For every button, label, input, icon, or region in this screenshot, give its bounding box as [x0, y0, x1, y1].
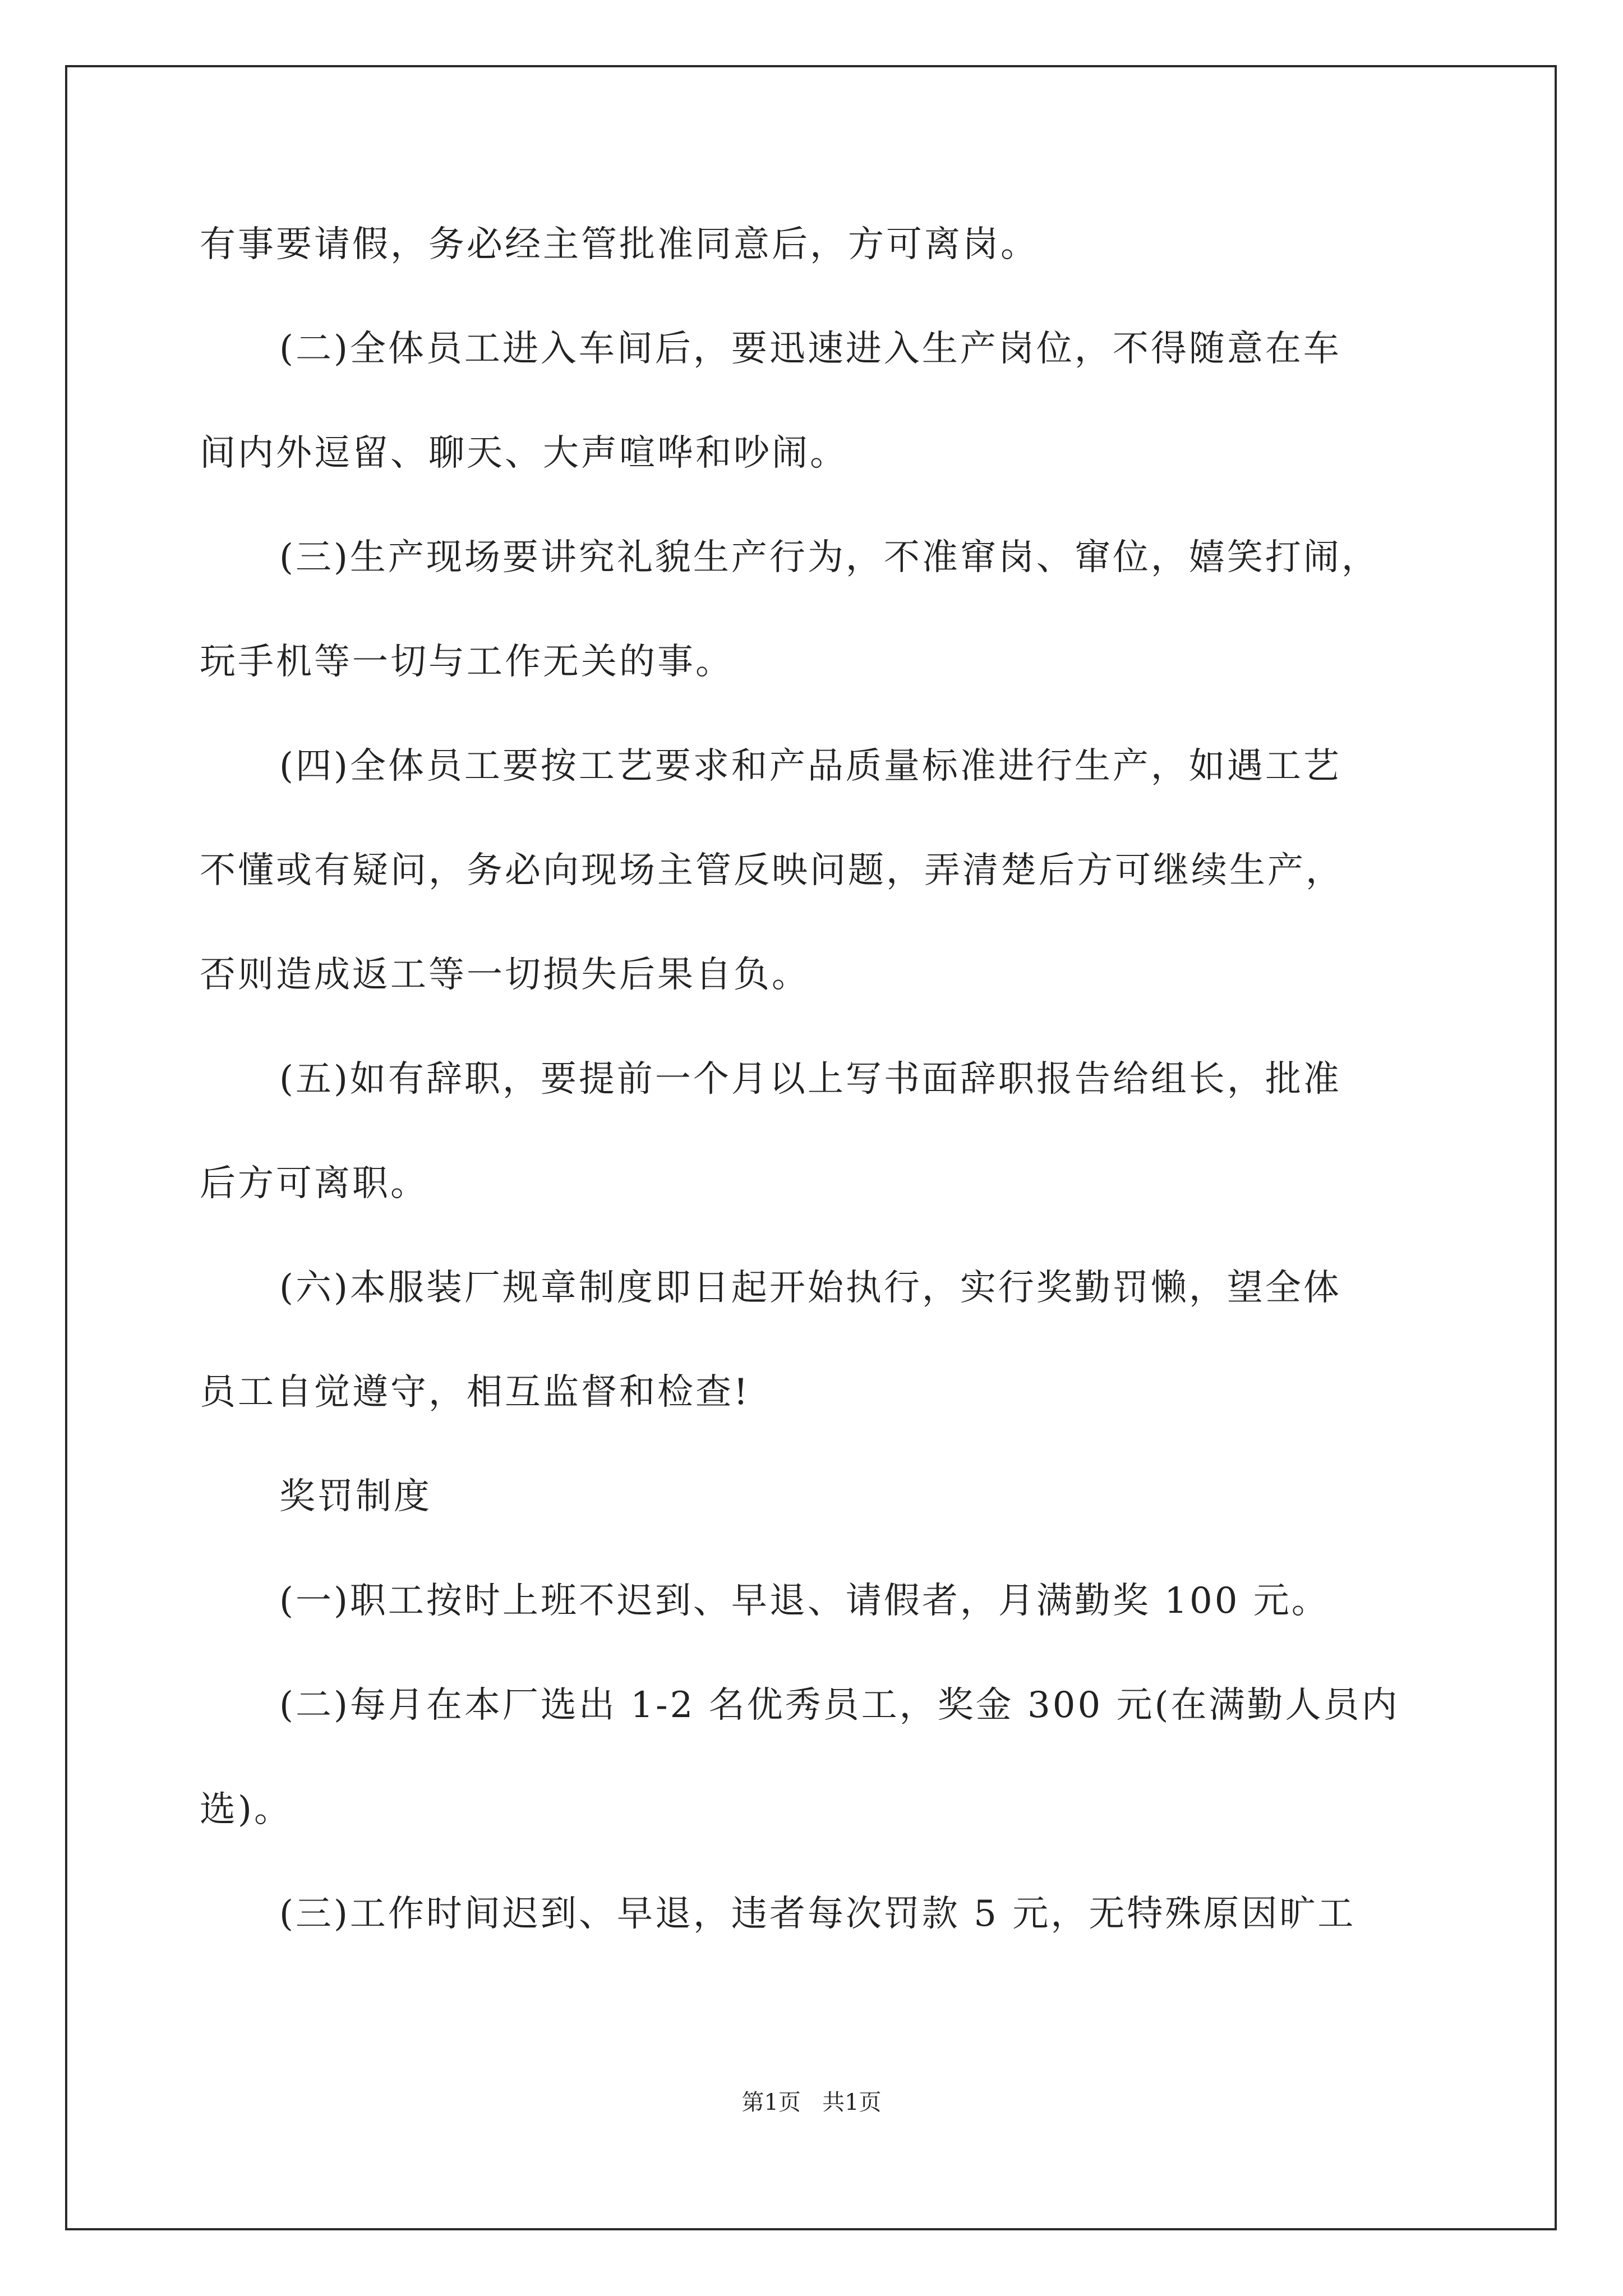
body-line-5: 玩手机等一切与工作无关的事。 — [200, 641, 734, 683]
body-line-12: 员工自觉遵守，相互监督和检查! — [200, 1372, 750, 1413]
body-line-2: (二)全体员工进入车间后，要迅速进入生产岗位，不得随意在车 — [279, 328, 1341, 370]
body-line-3: 间内外逗留、聊天、大声喧哗和吵闹。 — [200, 432, 848, 474]
footer-gap — [801, 2090, 822, 2115]
body-line-16: 选)。 — [200, 1789, 292, 1830]
page-number: 第1页 — [741, 2090, 801, 2115]
body-line-1: 有事要请假，务必经主管批准同意后，方可离岗。 — [200, 224, 1039, 265]
total-pages: 共1页 — [822, 2090, 882, 2115]
body-line-8: 否则造成返工等一切损失后果自负。 — [200, 954, 810, 996]
page-footer — [0, 2091, 1623, 2114]
body-line-11: (六)本服装厂规章制度即日起开始执行，实行奖勤罚懒，望全体 — [279, 1267, 1341, 1309]
body-line-17: (三)工作时间迟到、早退，违者每次罚款 5 元，无特殊原因旷工 — [279, 1893, 1356, 1935]
section-heading: 奖罚制度 — [279, 1476, 432, 1517]
body-line-7: 不懂或有疑问，务必向现场主管反映问题，弄清楚后方可继续生产， — [200, 850, 1344, 891]
body-line-15: (二)每月在本厂选出 1-2 名优秀员工，奖金 300 元(在满勤人员内 — [279, 1685, 1400, 1726]
body-line-9: (五)如有辞职，要提前一个月以上写书面辞职报告给组长，批准 — [279, 1059, 1341, 1100]
body-line-14: (一)职工按时上班不迟到、早退、请假者，月满勤奖 100 元。 — [279, 1580, 1330, 1622]
body-line-6: (四)全体员工要按工艺要求和产品质量标准进行生产，如遇工艺 — [279, 746, 1341, 787]
body-line-10: 后方可离职。 — [200, 1163, 428, 1204]
body-line-4: (三)生产现场要讲究礼貌生产行为，不准窜岗、窜位，嬉笑打闹， — [279, 537, 1380, 578]
